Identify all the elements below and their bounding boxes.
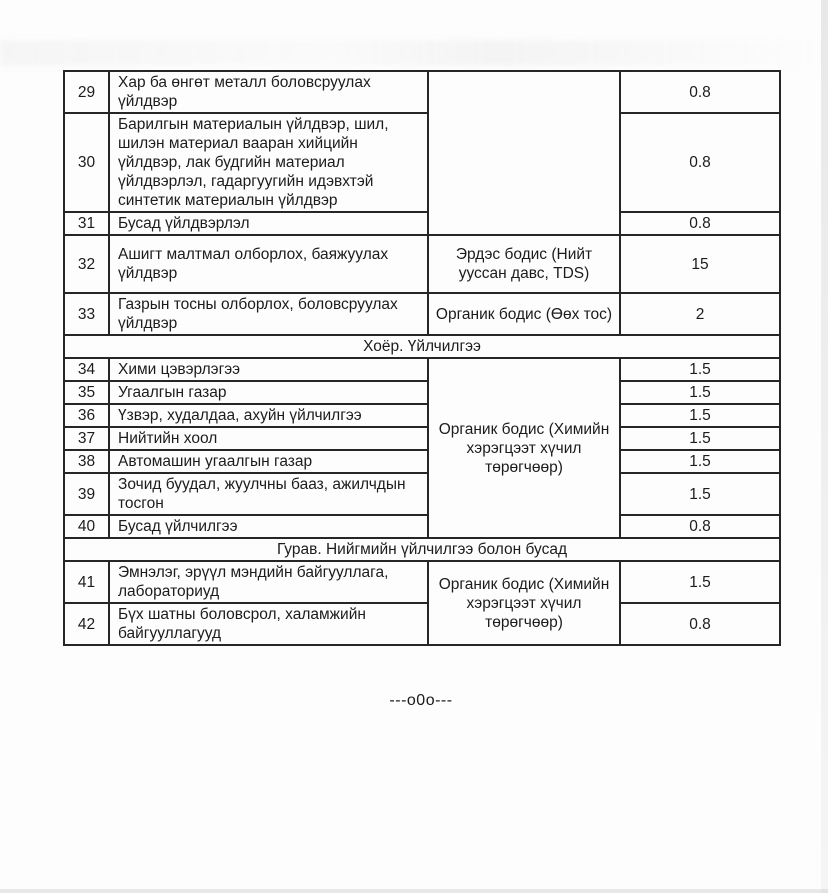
row-number: 39 [64, 473, 109, 515]
norm-value: 0.8 [620, 113, 780, 212]
table-row [64, 450, 780, 473]
norm-value: 1.5 [620, 381, 780, 404]
activity-name: Хар ба өнгөт металл боловсруулах үйлдвэр [109, 71, 428, 113]
section-title: Хоёр. Үйлчилгээ [64, 335, 780, 358]
norm-value: 1.5 [620, 450, 780, 473]
row-number: 41 [64, 561, 109, 603]
table-row [64, 473, 780, 515]
norm-value: 0.8 [620, 71, 780, 113]
activity-name: Газрын тосны олборлох, боловсруулах үйлдвэр [109, 293, 428, 335]
table-row [64, 381, 780, 404]
norm-value: 1.5 [620, 561, 780, 603]
norm-value: 1.5 [620, 473, 780, 515]
scan-artifact-top [0, 40, 828, 66]
activity-name: Ашигт малтмал олборлох, баяжуулах үйлдвэр [109, 235, 428, 293]
substance-cell: Органик бодис (Химийн хэрэгцээт хүчил төрөгчөөр) [428, 561, 620, 645]
table-row [64, 235, 780, 293]
activity-name: Зочид буудал, жуулчны бааз, ажилчдын тосгон [109, 473, 428, 515]
activity-name: Нийтийн хоол [109, 427, 428, 450]
activity-name: Барилгын материалын үйлдвэр, шил, шилэн материал вааран хийцийн үйлдвэр, лак будгийн материал үйлдвэрлэл, гадаргуугийн идэвхтэй синтетик материалын үйлдвэр [109, 113, 428, 212]
activity-name: Угаалгын газар [109, 381, 428, 404]
row-number: 36 [64, 404, 109, 427]
norm-value: 1.5 [620, 427, 780, 450]
activity-name: Эмнэлэг, эрүүл мэндийн байгууллага, лабораториуд [109, 561, 428, 603]
row-number: 42 [64, 603, 109, 645]
substance-cell: Органик бодис (Химийн хэрэгцээт хүчил төрөгчөөр) [428, 358, 620, 538]
row-number: 37 [64, 427, 109, 450]
norm-value: 2 [620, 293, 780, 335]
norm-value: 0.8 [620, 515, 780, 538]
activity-name: Автомашин угаалгын газар [109, 450, 428, 473]
row-number: 35 [64, 381, 109, 404]
activity-name: Бусад үйлдвэрлэл [109, 212, 428, 235]
substance-cell: Эрдэс бодис (Нийт ууссан давс, TDS) [428, 235, 620, 293]
row-number: 29 [64, 71, 109, 113]
norms-table [63, 70, 781, 646]
row-number: 40 [64, 515, 109, 538]
table-row [64, 404, 780, 427]
table-row [64, 212, 780, 235]
row-number: 34 [64, 358, 109, 381]
substance-cell: Органик бодис (Өөх тос) [428, 293, 620, 335]
table-row [64, 427, 780, 450]
table-row [64, 71, 780, 113]
row-number: 30 [64, 113, 109, 212]
section-title: Гурав. Нийгмийн үйлчилгээ болон бусад [64, 538, 780, 561]
row-number: 32 [64, 235, 109, 293]
activity-name: Бусад үйлчилгээ [109, 515, 428, 538]
table-row [64, 561, 780, 603]
row-number: 33 [64, 293, 109, 335]
activity-name: Үзвэр, худалдаа, ахуйн үйлчилгээ [109, 404, 428, 427]
table-row [64, 603, 780, 645]
scan-artifact-bottom-edge [0, 889, 828, 893]
table-row [64, 113, 780, 212]
norm-value: 1.5 [620, 358, 780, 381]
activity-name: Бүх шатны боловсрол, халамжийн байгууллагууд [109, 603, 428, 645]
table-row [64, 515, 780, 538]
row-number: 31 [64, 212, 109, 235]
table-row [64, 358, 780, 381]
table-row [64, 293, 780, 335]
norm-value: 0.8 [620, 603, 780, 645]
document-end-mark: ---о0о--- [389, 692, 453, 709]
scan-artifact-right-edge [821, 0, 828, 893]
norm-value: 0.8 [620, 212, 780, 235]
row-number: 38 [64, 450, 109, 473]
section-header-row [64, 335, 780, 358]
norm-value: 1.5 [620, 404, 780, 427]
activity-name: Хими цэвэрлэгээ [109, 358, 428, 381]
section-header-row [64, 538, 780, 561]
norm-value: 15 [620, 235, 780, 293]
substance-cell [428, 71, 620, 235]
